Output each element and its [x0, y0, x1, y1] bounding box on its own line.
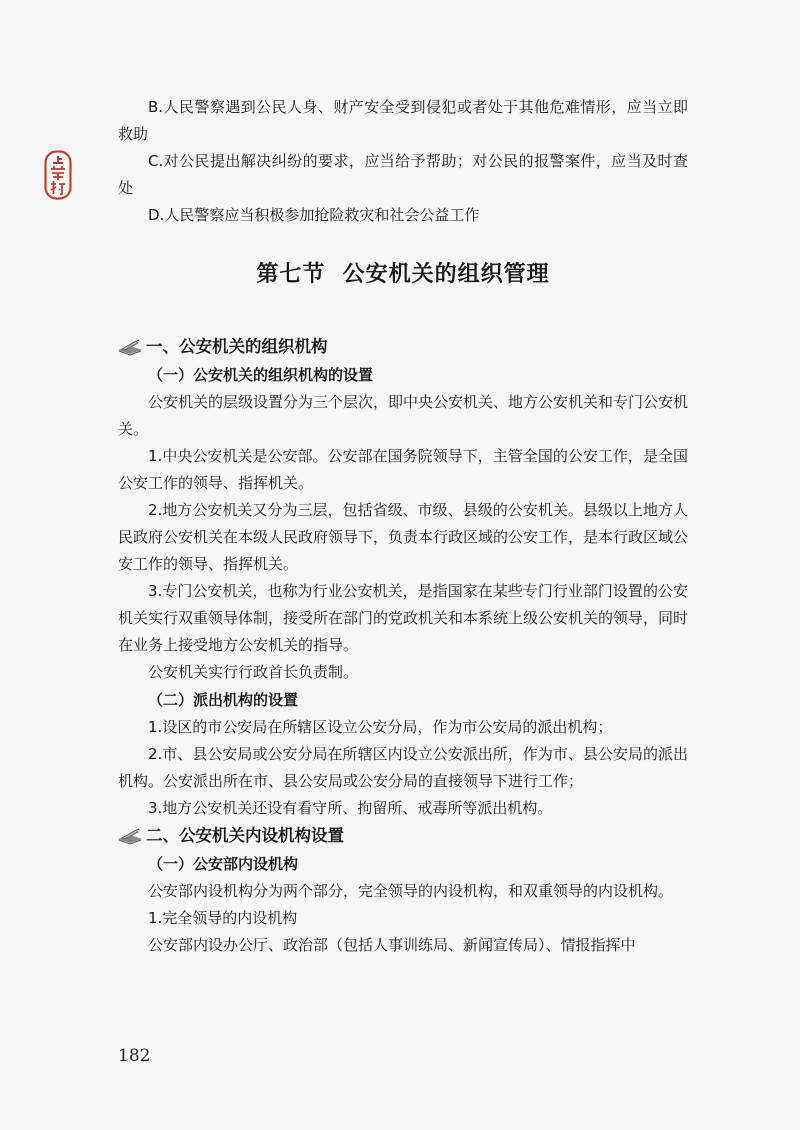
seal-icon [44, 150, 72, 200]
option-d: D.人民警察应当积极参加抢险救灾和社会公益工作 [148, 206, 480, 224]
page-number: 182 [118, 1046, 151, 1066]
heading-part-1 [116, 333, 686, 361]
paragraph: 2.市、县公安局或公安分局在所辖区内设立公安派出所，作为市、县公安局的派出机构。公安派出所在市、县公安局或公安分局的直接领导下进行工作； [118, 745, 688, 790]
option-c: C.对公民提出解决纠纷的要求，应当给予帮助；对公民的报警案件，应当及时查处 [118, 152, 688, 197]
seal-logo [44, 150, 72, 200]
paragraph: 公安部内设办公厅、政治部（包括人事训练局、新闻宣传局）、情报指挥中 [148, 936, 636, 954]
section-title: 第七节 公安机关的组织管理 [256, 261, 550, 287]
paragraph: 公安部内设机构分为两个部分，完全领导的内设机构，和双重领导的内设机构。 [148, 882, 674, 900]
option-b: B.人民警察遇到公民人身、财产安全受到侵犯或者处于其他危难情形，应当立即救助 [118, 98, 688, 143]
subheading-2-1: （一）公安部内设机构 [148, 855, 299, 873]
page-content [118, 94, 688, 959]
paragraph: 1.设区的市公安局在所辖区设立公安分局，作为市公安局的派出机构； [148, 718, 613, 736]
subheading-1-1: （一）公安机关的组织机构的设置 [148, 366, 374, 384]
paragraph: 1.完全领导的内设机构 [148, 909, 298, 927]
paragraph: 3.地方公安机关还设有看守所、拘留所、戒毒所等派出机构。 [148, 799, 553, 817]
heading-part-2-text: 二、公安机关内设机构设置 [146, 826, 344, 845]
heading-part-1-text: 一、公安机关的组织机构 [146, 337, 328, 356]
subheading-1-2: （二）派出机构的设置 [148, 691, 299, 709]
paragraph: 2.地方公安机关又分为三层，包括省级、市级、县级的公安机关。县级以上地方人民政府公安机关在本级人民政府领导下，负责本行政区域的公安工作，是本行政区域公安工作的领导、指挥机关。 [118, 501, 689, 573]
book-pen-icon [116, 827, 144, 845]
paragraph: 公安机关实行行政首长负责制。 [148, 663, 359, 681]
paragraph: 公安机关的层级设置分为三个层次，即中央公安机关、地方公安机关和专门公安机关。 [118, 393, 689, 438]
paragraph: 3.专门公安机关，也称为行业公安机关，是指国家在某些专门行业部门设置的公安机关实行双重领导体制，接受所在部门的党政机关和本系统上级公安机关的领导，同时在业务上接受地方公安机关的指导。 [118, 582, 689, 654]
paragraph: 1.中央公安机关是公安部。公安部在国务院领导下，主管全国的公安工作，是全国公安工作的领导、指挥机关。 [118, 447, 688, 492]
heading-part-2 [116, 822, 686, 850]
book-pen-icon [116, 338, 144, 356]
